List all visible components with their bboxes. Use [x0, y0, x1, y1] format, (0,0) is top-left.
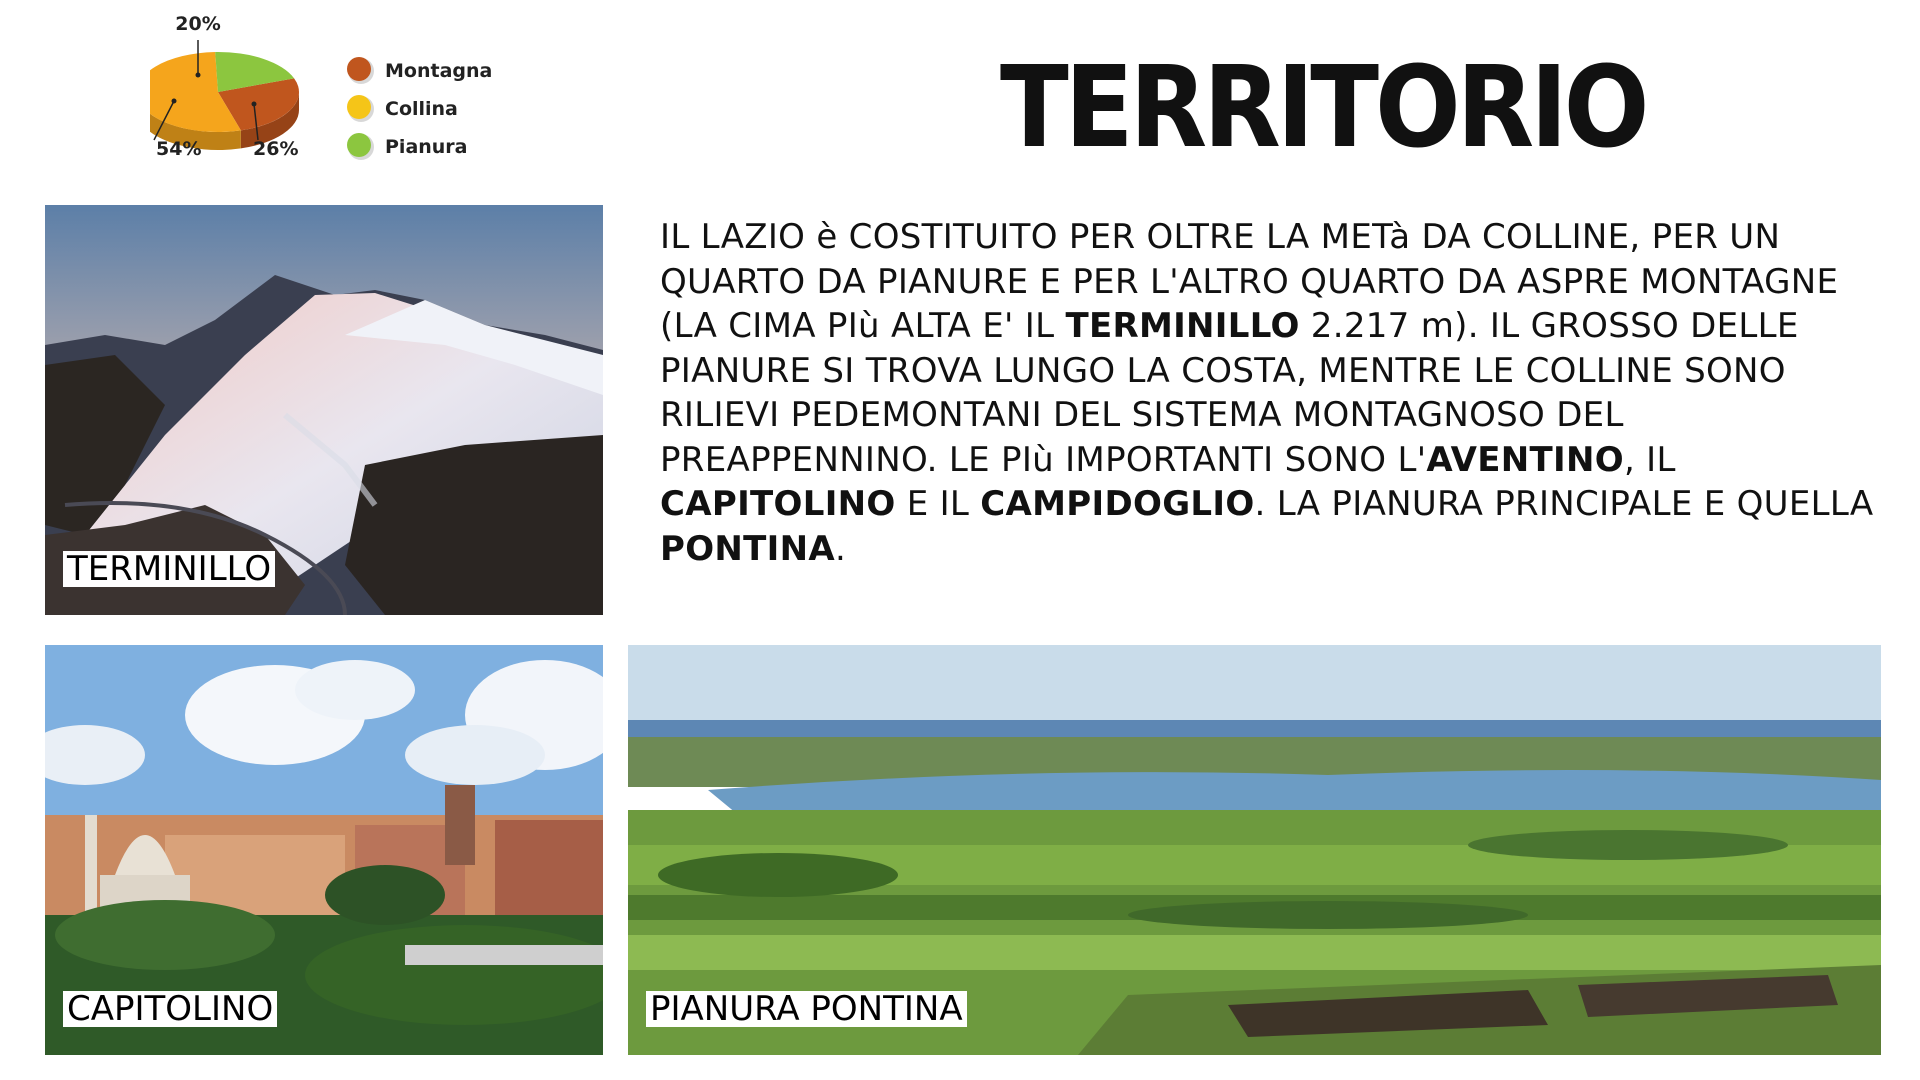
legend-label-collina: Collina	[385, 98, 458, 120]
pie-chart	[150, 0, 530, 200]
bold-pontina: PONTINA	[660, 528, 835, 569]
bold-campidoglio: CAMPIDOGLIO	[980, 484, 1255, 524]
photo-pontina	[628, 645, 1881, 1055]
text-part: . LA PIANURA PRINCIPALE E QUELLA	[1254, 484, 1874, 524]
legend-label-montagna: Montagna	[385, 60, 493, 82]
legend-swatch-pianura	[347, 133, 371, 157]
pie-leader-dot	[252, 102, 257, 107]
text-part: .	[835, 528, 847, 569]
pie-label-montagna: 26%	[253, 138, 299, 160]
pie-leader-dot	[172, 99, 177, 104]
pie-leader-dot	[196, 73, 201, 78]
pie-legend	[347, 57, 492, 160]
text-part: , IL	[1623, 439, 1676, 480]
pie-label-pianura: 20%	[175, 13, 221, 35]
bold-capitolino: CAPITOLINO	[660, 484, 896, 524]
bold-terminillo: TERMINILLO	[1065, 306, 1300, 346]
legend-label-pianura: Pianura	[385, 136, 468, 158]
legend-swatch-collina	[347, 95, 371, 119]
photo-label-terminillo: TERMINILLO	[63, 551, 275, 587]
text-part: 2.217 m). IL GROSSO DELLE PIANURE SI TROVA LUNGO LA COSTA, MENTRE LE COLLINE SONO RILIEVI PEDEMONTANI DEL SISTEMA MONTAGNOSO DEL PREAPPENNINO. LE PIù IMPORTANTI SONO L'	[660, 306, 1799, 480]
photo-capitolino	[45, 645, 603, 1055]
pie-label-collina: 54%	[156, 138, 202, 160]
text-part: E IL	[895, 484, 981, 524]
bold-aventino: AVENTINO	[1426, 439, 1624, 480]
text-part: IL LAZIO è COSTITUITO PER OLTRE LA METà DA COLLINE, PER UN QUARTO DA PIANURE E PER L'ALTRO QUARTO DA ASPRE MONTAGNE (LA CIMA PIù ALTA E' IL	[660, 217, 1839, 346]
photo-label-capitolino: CAPITOLINO	[63, 991, 277, 1027]
photo-label-pontina: PIANURA PONTINA	[646, 991, 967, 1027]
page-title: TERRITORIO	[1000, 43, 1646, 173]
legend-swatch-montagna	[347, 57, 371, 81]
photo-terminillo	[45, 205, 603, 615]
body-text	[660, 215, 1900, 571]
